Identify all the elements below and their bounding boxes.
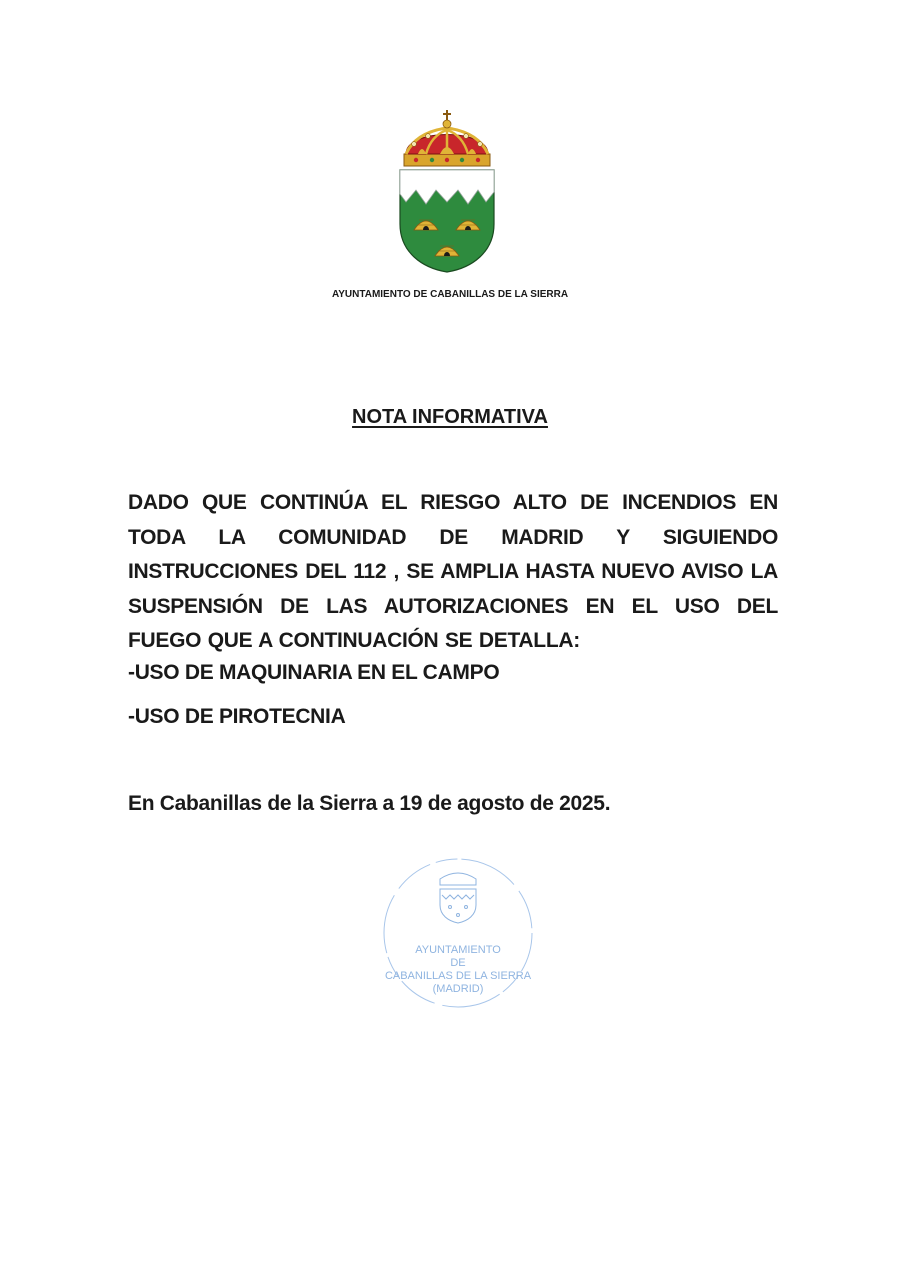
stamp-line-4: (MADRID)	[432, 983, 484, 995]
restriction-item: -USO DE MAQUINARIA EN EL CAMPO	[128, 661, 500, 684]
document-title: NOTA INFORMATIVA	[352, 406, 548, 428]
stamp-crest-icon	[440, 873, 476, 923]
notice-body: DADO QUE CONTINÚA EL RIESGO ALTO DE INCENDIOS EN TODA LA COMUNIDAD DE MADRID Y SIGUIENDO INSTRUCCIONES DEL 112 , SE AMPLIA HASTA NUEVO AVISO LA SUSPENSIÓN DE LAS AUTORIZACIONES EN EL USO DEL FUEGO QUE A CONTINUACIÓN SE DETALLA:	[128, 491, 778, 653]
stamp-line-2: DE	[450, 957, 466, 969]
stamp-line-1: AYUNTAMIENTO	[415, 944, 501, 956]
organization-name: AYUNTAMIENTO DE CABANILLAS DE LA SIERRA	[331, 289, 569, 300]
restriction-item: -USO DE PIROTECNIA	[128, 705, 346, 728]
coat-of-arms-icon	[392, 106, 502, 276]
place-date-signoff: En Cabanillas de la Sierra a 19 de agosto de 2025.	[128, 792, 611, 815]
official-stamp	[378, 855, 538, 1015]
stamp-line-3: CABANILLAS DE LA SIERRA	[384, 970, 532, 982]
